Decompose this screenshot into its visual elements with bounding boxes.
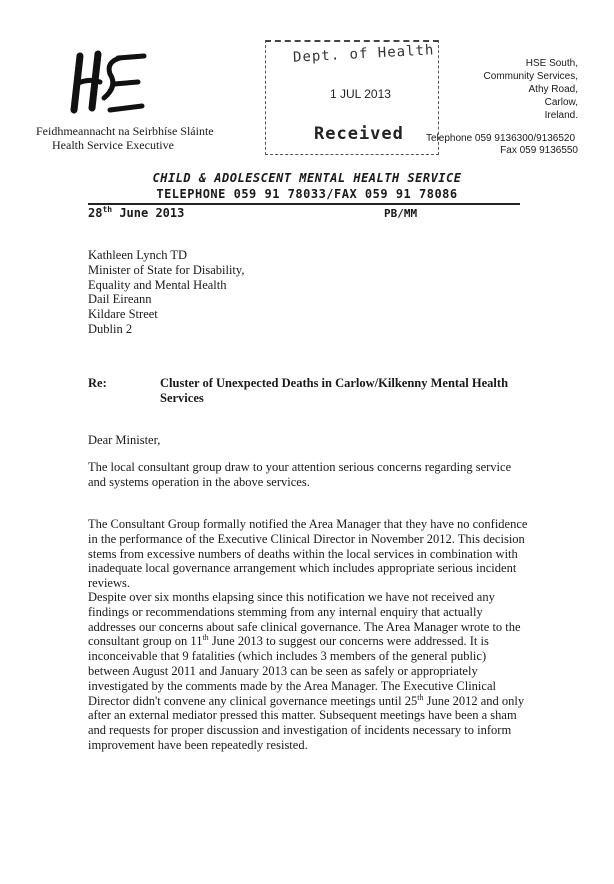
- address-line: Carlow,: [544, 97, 578, 108]
- address-line: Athy Road,: [528, 84, 578, 95]
- org-name-english: Health Service Executive: [52, 138, 174, 152]
- subject-text: Cluster of Unexpected Deaths in Carlow/Kilkenny Mental Health Services: [160, 376, 509, 405]
- hse-logo: [70, 48, 150, 118]
- recipient-line: Dublin 2: [88, 321, 133, 336]
- recipient-line: Minister of State for Disability,: [88, 262, 245, 277]
- recipient-line: Kathleen Lynch TD: [88, 248, 188, 262]
- subject-label: Re:: [88, 376, 107, 390]
- body-paragraph: The local consultant group draw to your attention serious concerns regarding service and systems operation in the above services.: [88, 460, 512, 489]
- letter-date: 28th June 2013: [88, 205, 185, 220]
- body-paragraph: Despite over six months elapsing since this notification we have not received any findings or recommendations stemming from any internal enquiry that actually addresses our concerns about safe clinical governance. The Area Manager wrote to the consultant group on 11th June 2013 to suggest our concerns were addressed. It is inconceivable that 9 fatalities (which includes 3 members of the general public) between August 2011 and January 2013 can be seen as safely or appropriately investigated by the comments made by the Area Manager. The Executive Clinical Director didn't convene any clinical governance meetings until 25th June 2012 and only after an external mediator pressed this matter. Subsequent meetings have been a sham and requests for proper discussion and investigation of incidents necessary to inform improvement have been repeatedly resisted.: [88, 590, 525, 752]
- body-paragraph: The Consultant Group formally notified the Area Manager that they have no confidence in the performance of the Executive Clinical Director in November 2012. This decision stems from excessive numbers of deaths within the local services in combination with inadequate local governance arrangement which includes appropriate serious incident reviews.: [88, 517, 528, 591]
- recipient-line: Dail Eireann: [88, 292, 152, 307]
- org-name-irish: Feidhmeannacht na Seirbhíse Sláinte: [36, 124, 214, 138]
- stamp-department: Dept. of Health: [292, 42, 435, 66]
- stamp-status: Received: [314, 124, 404, 144]
- recipient-line: Kildare Street: [88, 307, 158, 322]
- address-line: HSE South,: [525, 58, 578, 69]
- recipient-address: [88, 248, 244, 337]
- department-phone: TELEPHONE 059 91 78033/FAX 059 91 78086: [156, 187, 458, 201]
- address-line: Ireland.: [544, 110, 578, 121]
- reference-code: PB/MM: [384, 207, 418, 220]
- department-title: CHILD & ADOLESCENT MENTAL HEALTH SERVICE: [152, 171, 462, 185]
- address-block: [484, 57, 578, 122]
- fax-line: Fax 059 9136550: [500, 145, 578, 156]
- stamp-date: 1 JUL 2013: [330, 87, 391, 101]
- recipient-line: Equality and Mental Health: [88, 277, 227, 292]
- telephone-line: Telephone 059 9136300/9136520: [426, 133, 576, 144]
- address-line: Community Services,: [483, 71, 578, 82]
- salutation: Dear Minister,: [88, 433, 161, 447]
